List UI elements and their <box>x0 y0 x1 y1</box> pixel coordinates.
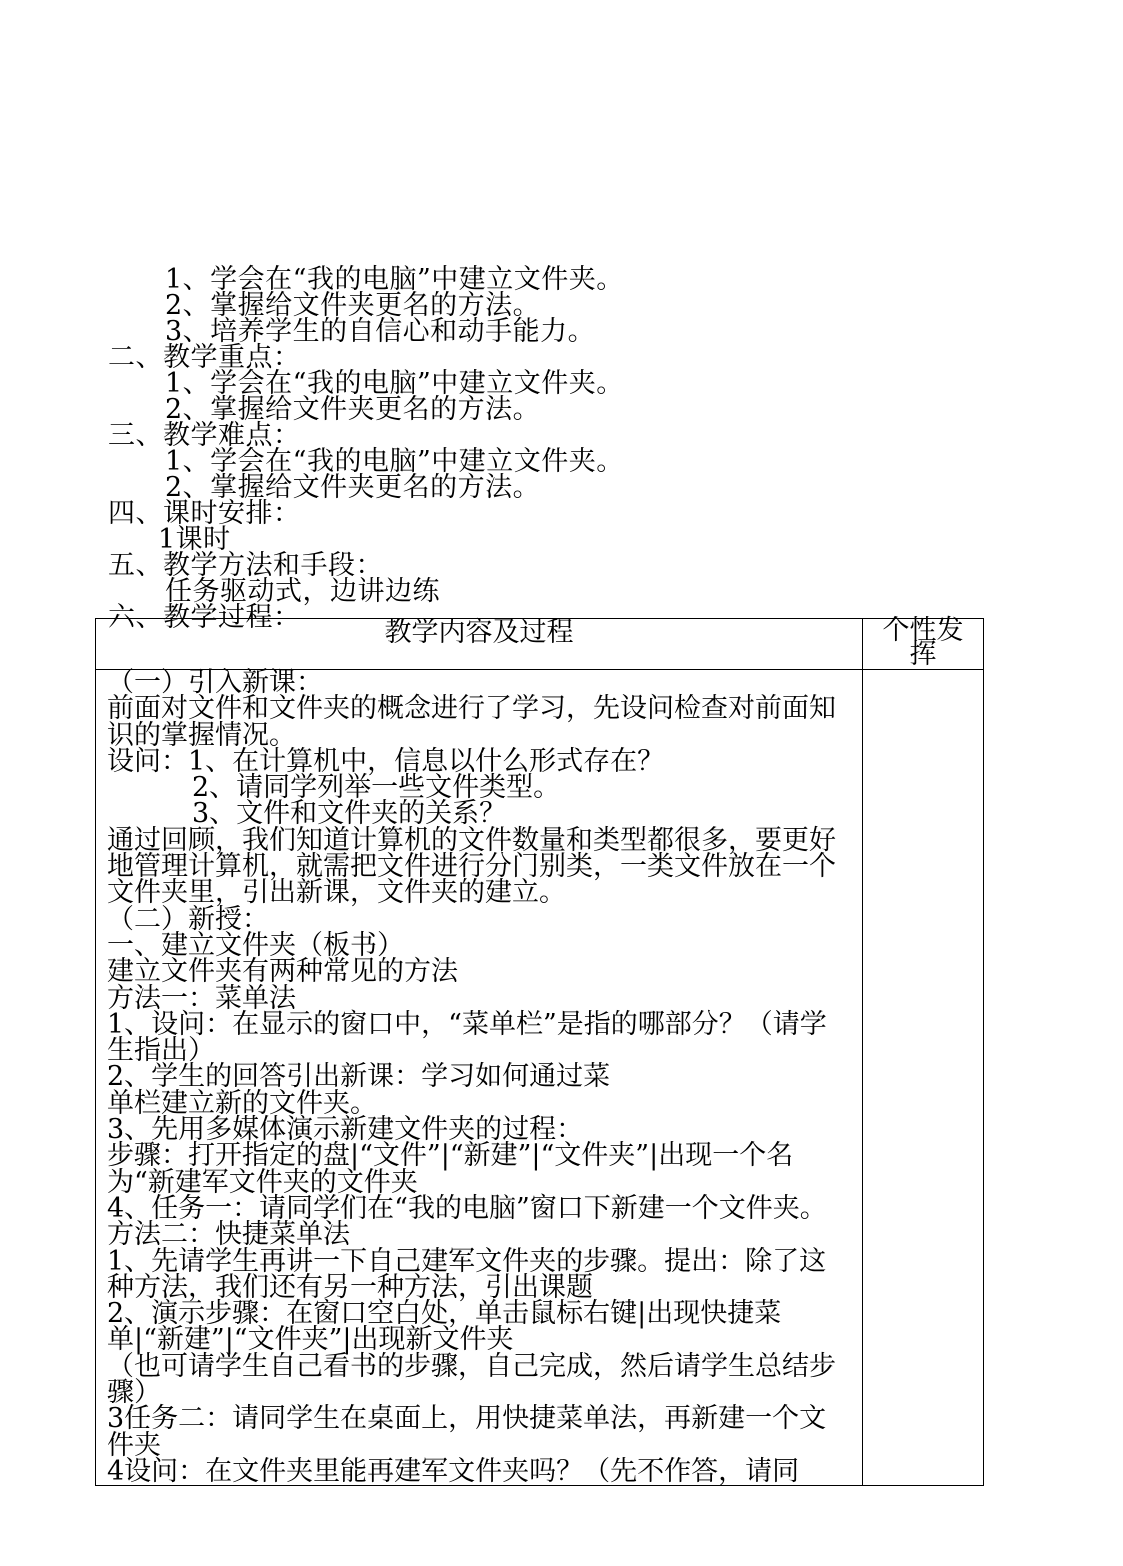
methods-heading: 五、教学方法和手段： <box>108 550 383 581</box>
method-2-step-1: 1、先请学生再讲一下自己建军文件夹的步骤。提出：除了这种方法，我们还有另一种方法，引出课题 <box>107 1245 827 1303</box>
schedule-heading: 四、课时安排： <box>108 498 301 529</box>
header-personal-notes-label: 个性发挥 <box>882 615 964 670</box>
method-2-title: 方法二：快捷菜单法 <box>107 1219 350 1251</box>
table-body-row <box>96 670 984 1486</box>
objective-1: 1、学会在“我的电脑”中建立文件夹。 <box>165 264 624 295</box>
process-content-cell <box>96 667 863 1487</box>
difficulties-heading: 三、教学难点： <box>108 420 301 451</box>
intro-title: （一）引入新课： <box>107 667 323 698</box>
schedule-value: 1课时 <box>158 524 231 555</box>
method-2-step-2: 2、演示步骤：在窗口空白处，单击鼠标右键|出现快捷菜单|“新建”|“文件夹”|出现新文件夹 <box>107 1298 782 1356</box>
process-heading: 六、教学过程： <box>108 602 301 633</box>
key-point-1: 1、学会在“我的电脑”中建立文件夹。 <box>165 368 624 399</box>
method-1-task: 4、任务一：请同学们在“我的电脑”窗口下新建一个文件夹。 <box>107 1192 827 1224</box>
method-1-title: 方法一：菜单法 <box>107 982 296 1014</box>
methods-value: 任务驱动式，边讲边练 <box>165 576 440 607</box>
personal-notes-cell <box>863 670 984 1486</box>
method-1-step-1: 1、设问：在显示的窗口中，“菜单栏”是指的哪部分？（请学生指出） <box>107 1008 827 1067</box>
difficulty-2: 2、掌握给文件夹更名的方法。 <box>165 472 541 503</box>
method-2-note: （也可请学生自己看书的步骤，自己完成，然后请学生总结步骤） <box>107 1350 836 1409</box>
header-personal-notes <box>863 615 984 670</box>
header-content-process: 教学内容及过程 <box>96 619 863 670</box>
method-1-step-2a: 2、学生的回答引出新课：学习如何通过菜 <box>107 1061 611 1093</box>
method-2-question: 4设问：在文件夹里能再建军文件夹吗？（先不作答，请同 <box>107 1455 800 1487</box>
question-3: 3、文件和文件夹的关系？ <box>192 798 507 830</box>
two-methods-text: 建立文件夹有两种常见的方法 <box>107 956 458 988</box>
difficulty-1: 1、学会在“我的电脑”中建立文件夹。 <box>165 446 624 477</box>
key-points-heading: 二、教学重点： <box>108 342 301 373</box>
intro-text: 前面对文件和文件夹的概念进行了学习，先设问检查对前面知识的掌握情况。 <box>107 693 836 751</box>
objective-2: 2、掌握给文件夹更名的方法。 <box>165 290 541 321</box>
section-create-folder: 一、建立文件夹（板书） <box>107 929 404 961</box>
method-1-steps: 步骤：打开指定的盘|“文件”|“新建”|“文件夹”|出现一个名为“新建军文件夹的文件夹 <box>107 1140 794 1198</box>
method-2-task: 3任务二：请同学生在桌面上，用快捷菜单法，再新建一个文件夹 <box>107 1403 827 1461</box>
question-1: 设问：1、在计算机中，信息以什么形式存在？ <box>107 745 665 777</box>
new-lesson-title: （二）新授： <box>107 903 269 935</box>
key-point-2: 2、掌握给文件夹更名的方法。 <box>165 394 541 425</box>
method-1-step-3: 3、先用多媒体演示新建文件夹的过程： <box>107 1114 584 1146</box>
table-header-row <box>96 619 984 670</box>
question-2: 2、请同学列举一些文件类型。 <box>192 772 561 804</box>
objective-3: 3、培养学生的自信心和动手能力。 <box>165 316 596 347</box>
review-text: 通过回顾，我们知道计算机的文件数量和类型都很多，要更好地管理计算机，就需把文件进行分门别类，一类文件放在一个文件夹里，引出新课，文件夹的建立。 <box>107 824 836 909</box>
method-1-step-2b: 单栏建立新的文件夹。 <box>107 1087 377 1119</box>
